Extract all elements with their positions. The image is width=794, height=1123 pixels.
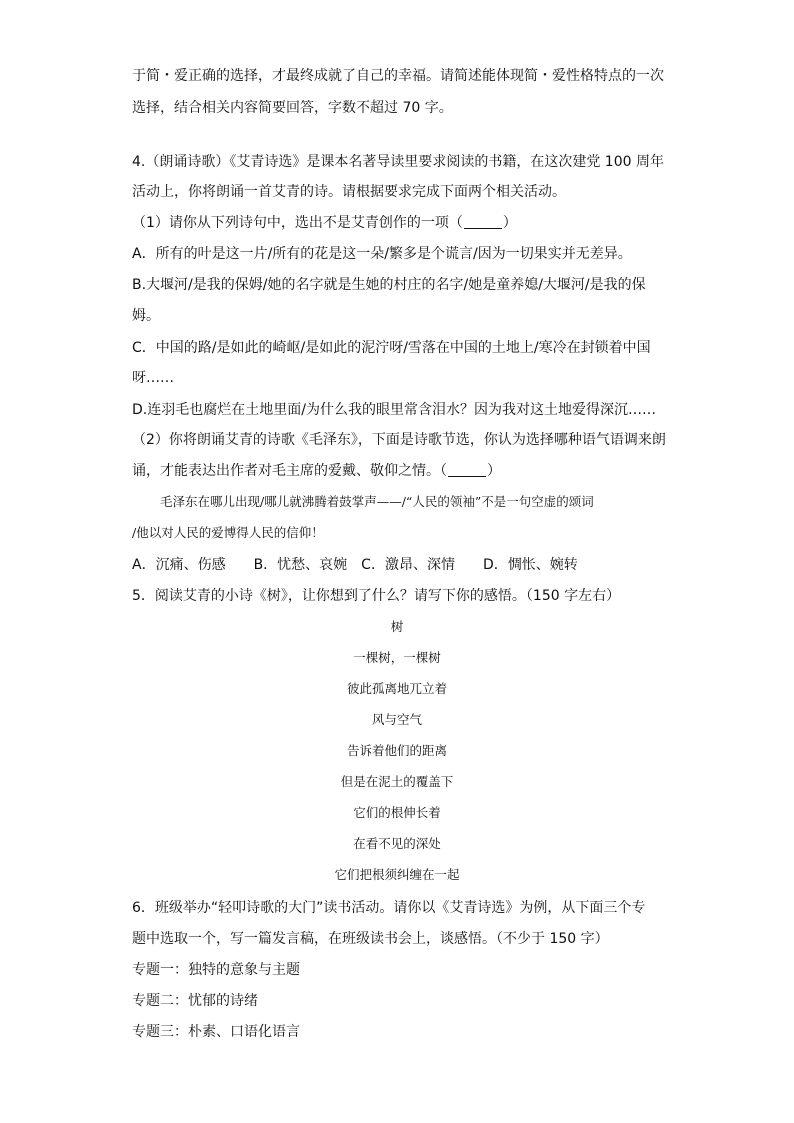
q3-tail-line-2: 选择，结合相关内容简要回答，字数不超过 70 字。 xyxy=(132,100,453,116)
q4-sub1-prompt xyxy=(132,213,517,233)
poem-excerpt-line-2: /他以对人民的爱博得人民的信仰！ xyxy=(132,525,324,540)
q4-sub1-prompt-text: （1）请你从下列诗句中，选出不是艾青创作的一项（ xyxy=(132,215,463,231)
q4-sub2-line-1: （2）你将朗诵艾青的诗歌《毛泽东》，下面是诗歌节选，你认为选择哪种语气语调来朗 xyxy=(132,432,666,448)
poem-line: 告诉着他们的距离 xyxy=(346,743,447,758)
q4-stem-line-2: 活动上，你将朗诵一首艾青的诗。请根据要求完成下面两个相关活动。 xyxy=(132,184,566,200)
q5-prompt: 5．阅读艾青的小诗《树》，让你想到了什么？请写下你的感悟。（150 字左右） xyxy=(132,588,621,604)
poem-excerpt-line-1: 毛泽东在哪儿出现/哪儿就沸腾着鼓掌声——/“人民的领袖”不是一句空虚的颂词 xyxy=(160,494,594,509)
q4-sub2-choices: A．沉痛、伤感 B．忧愁、哀婉 C．激昂、深情 D．惆怅、婉转 xyxy=(132,557,578,573)
q4-option-d: D.连羽毛也腐烂在土地里面/为什么我的眼里常含泪水？因为我对这土地爱得深沉…… xyxy=(132,402,656,418)
q6-topic: 专题二：忧郁的诗绪 xyxy=(132,993,258,1009)
q4-sub2-line-2 xyxy=(132,461,501,481)
poem-title: 树 xyxy=(390,619,404,634)
poem-line: 风与空气 xyxy=(371,712,422,727)
q4-option-c-line-2: 呀…… xyxy=(132,370,174,386)
q4-sub1-prompt-close: ） xyxy=(502,215,517,231)
poem-line: 一棵树，一棵树 xyxy=(353,650,441,665)
poem-line: 它们把根须纠缠在一起 xyxy=(334,867,460,882)
q6-topic: 专题一：独特的意象与主题 xyxy=(132,962,300,978)
q6-stem-line-2: 题中选取一个，写一篇发言稿，在班级读书会上，谈感悟。（不少于 150 字） xyxy=(132,931,609,947)
poem-line: 但是在泥土的覆盖下 xyxy=(340,774,454,789)
poem-line: 彼此孤离地兀立着 xyxy=(346,681,447,696)
q3-tail-line-1: 于简・爱正确的选择，才最终成就了自己的幸福。请简述能体现简・爱性格特点的一次 xyxy=(132,68,664,84)
answer-blank xyxy=(448,462,486,477)
q6-stem-line-1: 6．班级举办“轻叩诗歌的大门”读书活动。请你以《艾青诗选》为例，从下面三个专 xyxy=(132,900,646,916)
answer-blank xyxy=(464,214,502,229)
q4-option-b-line-2: 姆。 xyxy=(132,308,160,324)
q4-option-a: A．所有的叶是这一片/所有的花是这一朵/繁多是个谎言/因为一切果实并无差异。 xyxy=(132,246,632,262)
q4-sub2-line-2-close: ） xyxy=(487,463,501,479)
q6-topic: 专题三：朴素、口语化语言 xyxy=(132,1024,300,1040)
q4-option-b-line-1: B.大堰河/是我的保姆/她的名字就是生她的村庄的名字/她是童养媳/大堰河/是我的保 xyxy=(132,277,646,293)
q4-option-c-line-1: C．中国的路/是如此的崎岖/是如此的泥泞呀/雪落在中国的土地上/寒冷在封锁着中国 xyxy=(132,340,651,356)
q4-stem-line-1: 4.（朗诵诗歌）《艾青诗选》是课本名著导读里要求阅读的书籍，在这次建党 100 周年 xyxy=(132,154,664,170)
poem-line: 它们的根伸长着 xyxy=(353,805,441,820)
poem-line: 在看不见的深处 xyxy=(353,836,441,851)
q4-sub2-line-2-text: 诵，才能表达出作者对毛主席的爱戴、敬仰之情。（ xyxy=(132,463,447,479)
